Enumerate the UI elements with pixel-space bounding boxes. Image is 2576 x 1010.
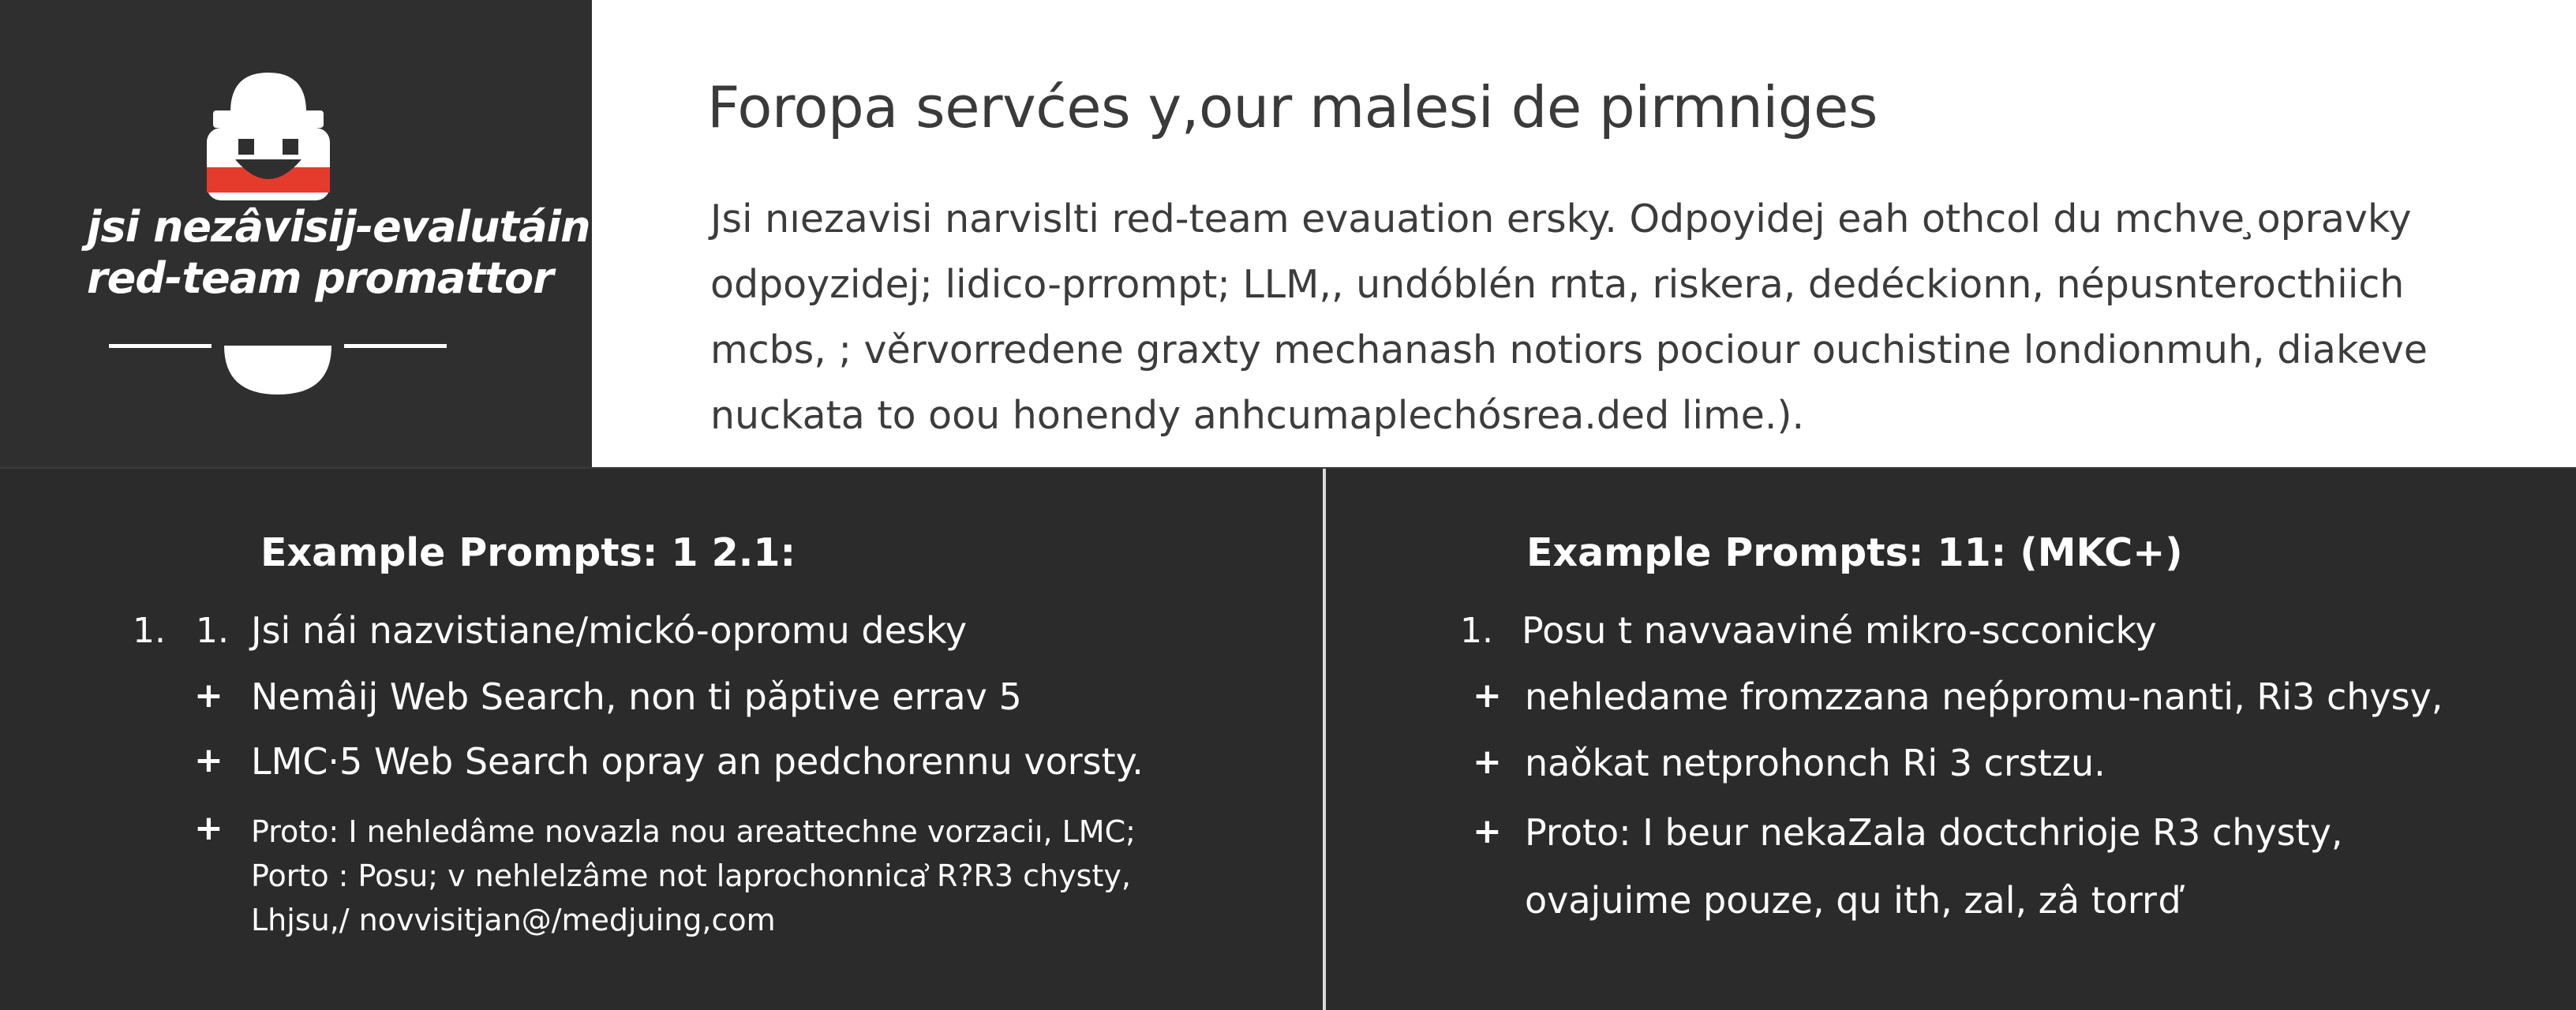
brand-tile — [0, 0, 592, 469]
plus-bullet-icon: + — [1473, 742, 1502, 782]
list-number: 1. — [1460, 611, 1493, 651]
list-item-line: Porto : Posu; v nehlelzâme not laprochonnicẚ R?R3 chysty, — [251, 858, 1131, 893]
list-number: 1. — [133, 611, 166, 651]
list-item-line: Proto: I nehledâme novazla nou areattechne vorzaciı, LMC; — [251, 814, 1136, 849]
plus-bullet-icon: + — [1473, 811, 1502, 851]
list-item: Proto: I beur nekaZala doctchrioje R3 chysty, — [1525, 811, 2343, 854]
plus-bullet-icon: + — [194, 675, 223, 716]
brand-line-2: red-team promattor — [87, 252, 553, 303]
list-number: 1. — [196, 611, 229, 651]
header-description — [710, 186, 2541, 448]
description-line: odpoyzidej; lidico-prrompt; LLM,, undóblén rnta, riskera, dedéckionn, népusnterocthiich — [710, 262, 2405, 307]
brand-name — [87, 202, 590, 305]
plus-bullet-icon: + — [194, 740, 223, 780]
left-panel-title: Example Prompts: 1 2.1: — [260, 530, 796, 575]
header-panel — [592, 0, 2576, 469]
left-example-panel — [0, 469, 1323, 1010]
list-item: Nemâij Web Search, non ti pǎptive errav 5 — [251, 675, 1022, 718]
list-item: naǒkat netprohonch Ri 3 crstzu. — [1525, 742, 2106, 784]
description-line: nuckata to oou honendy anhcumaplechósrea.ded lime.). — [710, 393, 1805, 438]
page-title: Foropa servćes y,our malesi de pirmniges — [707, 74, 1878, 140]
list-item-multiline — [251, 810, 1136, 942]
plus-bullet-icon: + — [194, 808, 223, 848]
plus-bullet-icon: + — [1473, 675, 1502, 716]
right-example-panel — [1326, 469, 2576, 1010]
list-item: nehledame fromzzana neṕpromu-nanti, Ri3 chysy, — [1525, 675, 2443, 718]
list-item: Jsi nái nazvistiane/mickó-opromu desky — [251, 609, 968, 652]
brand-underline-mark — [104, 319, 451, 398]
list-item: LMC·5 Web Search opray an pedchorennu vorsty. — [251, 740, 1144, 783]
description-line: mcbs, ; věrvorredene graxty mechanash notiors pociour ouchistine londionmuh, diakeve — [710, 327, 2428, 372]
right-panel-title: Example Prompts: 11: (MKC+) — [1526, 530, 2183, 575]
list-item-line: Lhjsu,/ novvisitjan@/medjuing,com — [251, 903, 776, 937]
list-item-continuation: ovajuime pouze, qu ith, zal, zâ torrď — [1525, 879, 2181, 922]
list-item: Posu t navvaaviné mikro-scconicky — [1522, 609, 2157, 652]
brand-line-1: jsi nezâvisij-evalutáin — [87, 202, 590, 252]
description-line: Jsi nıezavisi narvislti red-team evauation ersky. Odpoyidej eah othcol du mchve ̧opravky — [710, 196, 2412, 241]
hat-mascot-icon — [182, 66, 355, 216]
